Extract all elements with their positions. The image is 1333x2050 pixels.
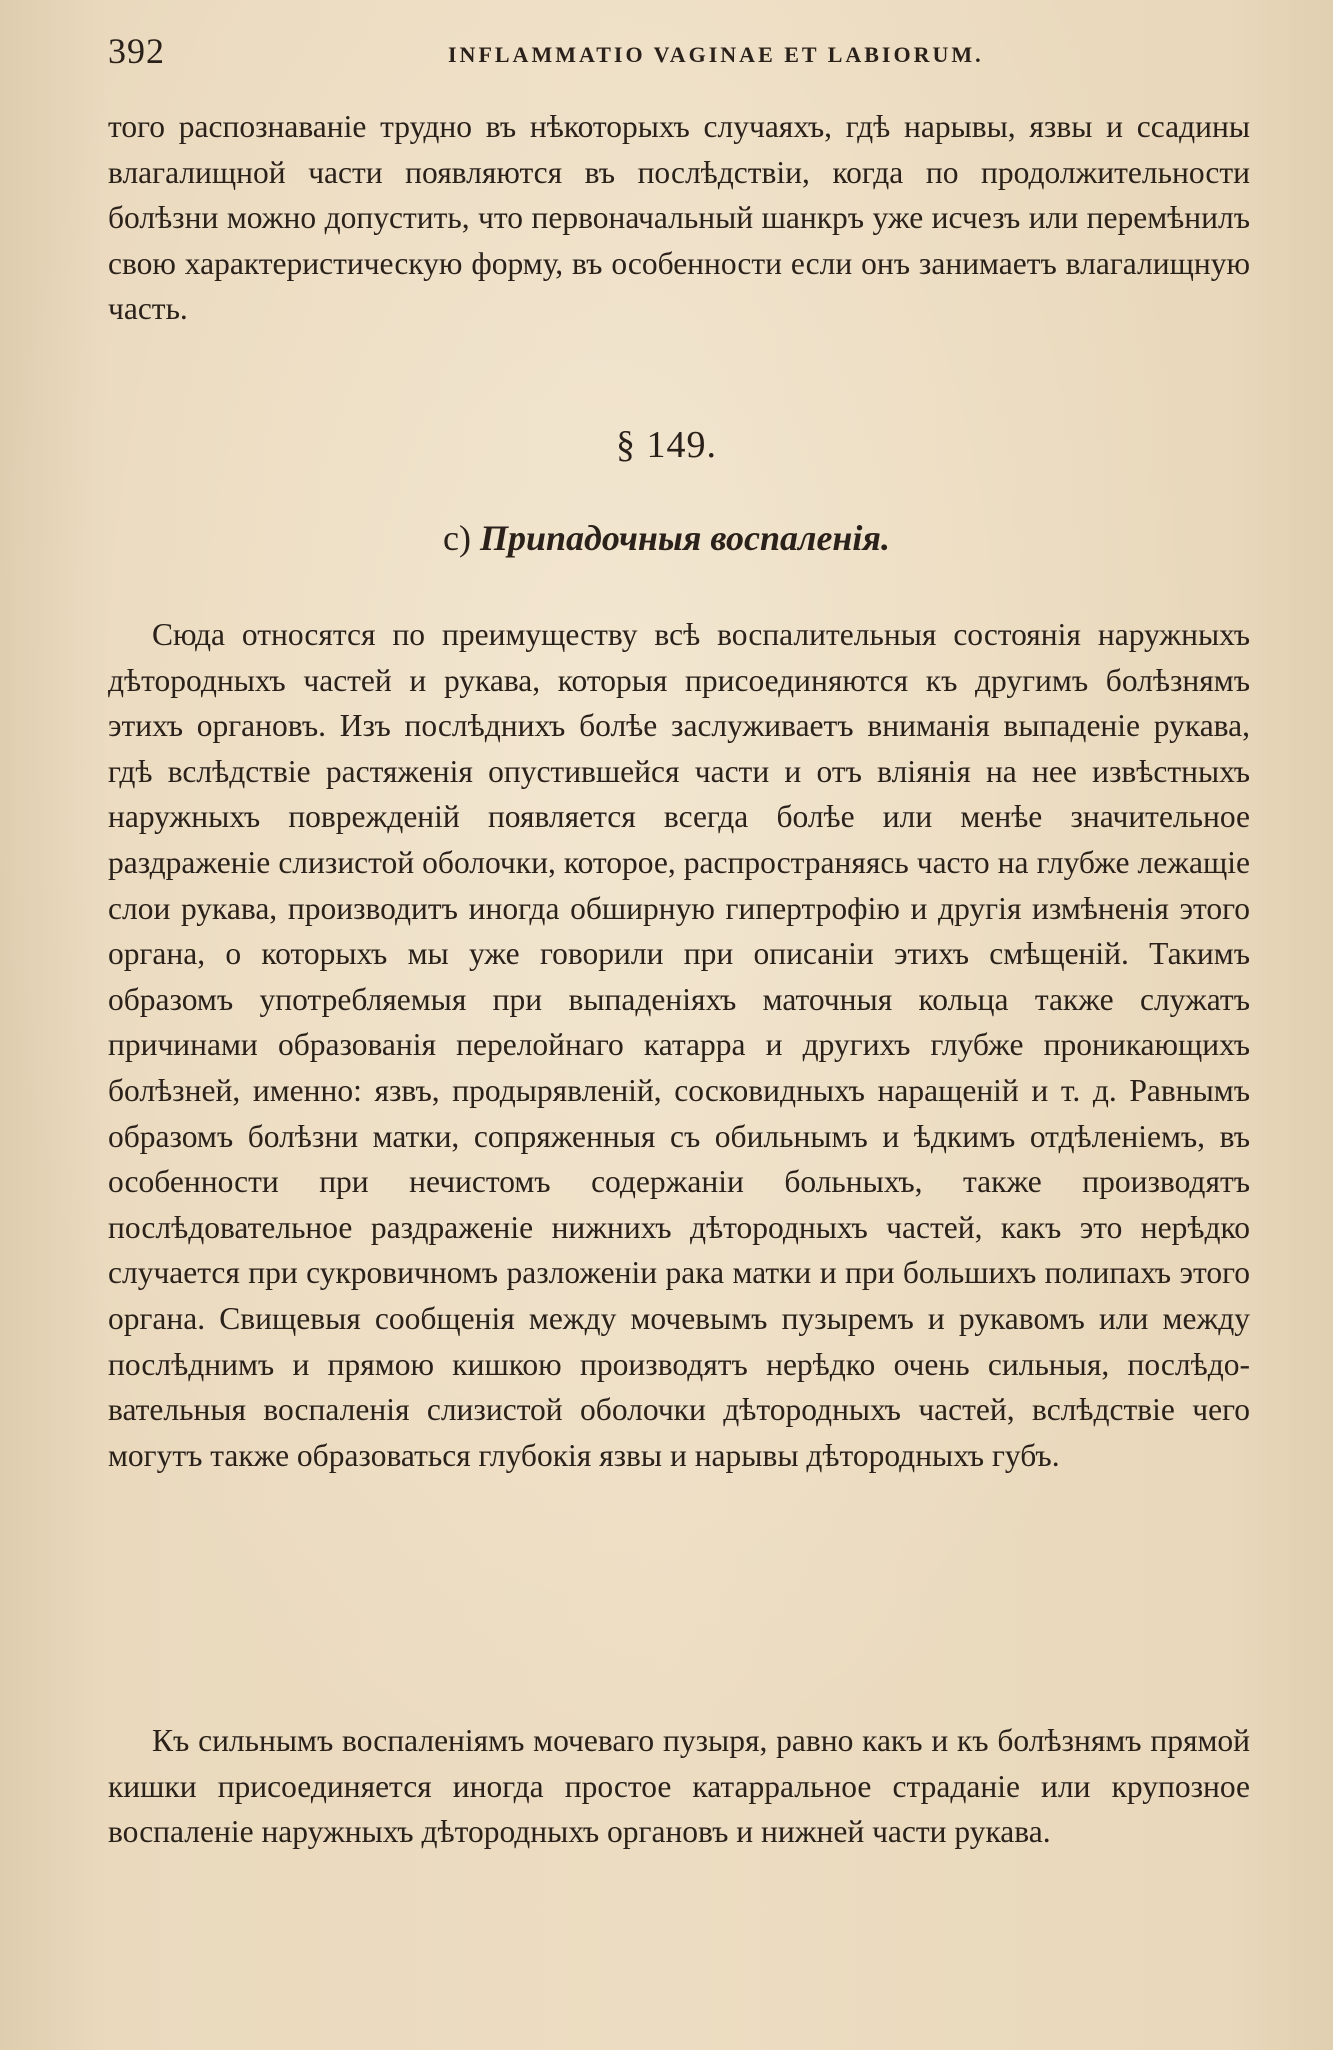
- running-head: [108, 30, 1248, 76]
- page-number: 392: [108, 31, 165, 71]
- paragraph-intro: [108, 104, 1250, 332]
- paragraph-main-text: Сюда относятся по преимуществу всѣ воспалительныя состоянія наружныхъ дѣтородныхъ частей и рукава, которыя присоединяются къ другимъ болѣзнямъ этихъ органовъ. Изъ послѣднихъ болѣе заслуживаетъ вниманія выпаденіе рукава, гдѣ вслѣдствіе растяженія опустившейся части и отъ вліянія на нее извѣстныхъ наружныхъ поврежденій появляется всегда болѣе или менѣе значительное раздраженіе слизистой оболочки, которое, распространяясь часто на глубже лежащіе слои рукава, производитъ иногда обширную гипертрофію и другія измѣненія этого органа, о которыхъ мы уже говорили при описаніи этихъ смѣщеній. Такимъ образомъ употребляемыя при выпаденіяхъ маточныя кольца также служатъ причинами образованія перелойнаго катарра и другихъ глубже проникающихъ болѣзней, именно: язвъ, продырявленій, сосковидныхъ наращеній и т. д. Равнымъ образомъ болѣзни матки, сопряженныя съ обильнымъ и ѣдкимъ отдѣленіемъ, въ особенности при нечистомъ содержаніи больныхъ, также производятъ послѣдовательное раздраженіе нижнихъ дѣтородныхъ частей, какъ это нерѣдко случается при сукровичномъ разложеніи рака матки и при большихъ полипахъ этого органа. Свищевыя сообщенія между мочевымъ пузыремъ и рукавомъ или между послѣднимъ и прямою кишкою производятъ нерѣдко очень сильныя, послѣдовательныя воспаленія слизистой оболочки дѣтородныхъ частей, вслѣдствіе чего могутъ также образоваться глубокія язвы и нарывы дѣтородныхъ губъ.: [108, 617, 1250, 1473]
- running-title: INFLAMMATIO VAGINAE ET LABIORUM.: [448, 42, 984, 67]
- section-title: Припадочныя воспаленія.: [479, 518, 890, 558]
- paragraph-intro-text: того распознаваніе трудно въ нѣкоторыхъ случаяхъ, гдѣ нарывы, язвы и ссадины влагалищной части появляются въ послѣдствіи, когда по продолжительности болѣзни можно допустить, что первоначальный шанкръ уже исчезъ или перемѣнилъ свою характеристическую форму, въ особенности если онъ занимаетъ влагалищную часть.: [108, 109, 1250, 327]
- paragraph-main: [108, 612, 1250, 1478]
- paragraph-last-text: Къ сильнымъ воспаленіямъ мочеваго пузыря, равно какъ и къ болѣзнямъ прямой кишки присоединяется иногда простое катарральное страданіе или крупозное воспаленіе наружныхъ дѣтородныхъ органовъ и нижней части рукава.: [108, 1723, 1250, 1850]
- section-letter: c): [443, 518, 471, 558]
- paragraph-last: [108, 1718, 1250, 1855]
- section-number: § 149.: [616, 424, 717, 466]
- section-heading: [0, 517, 1333, 559]
